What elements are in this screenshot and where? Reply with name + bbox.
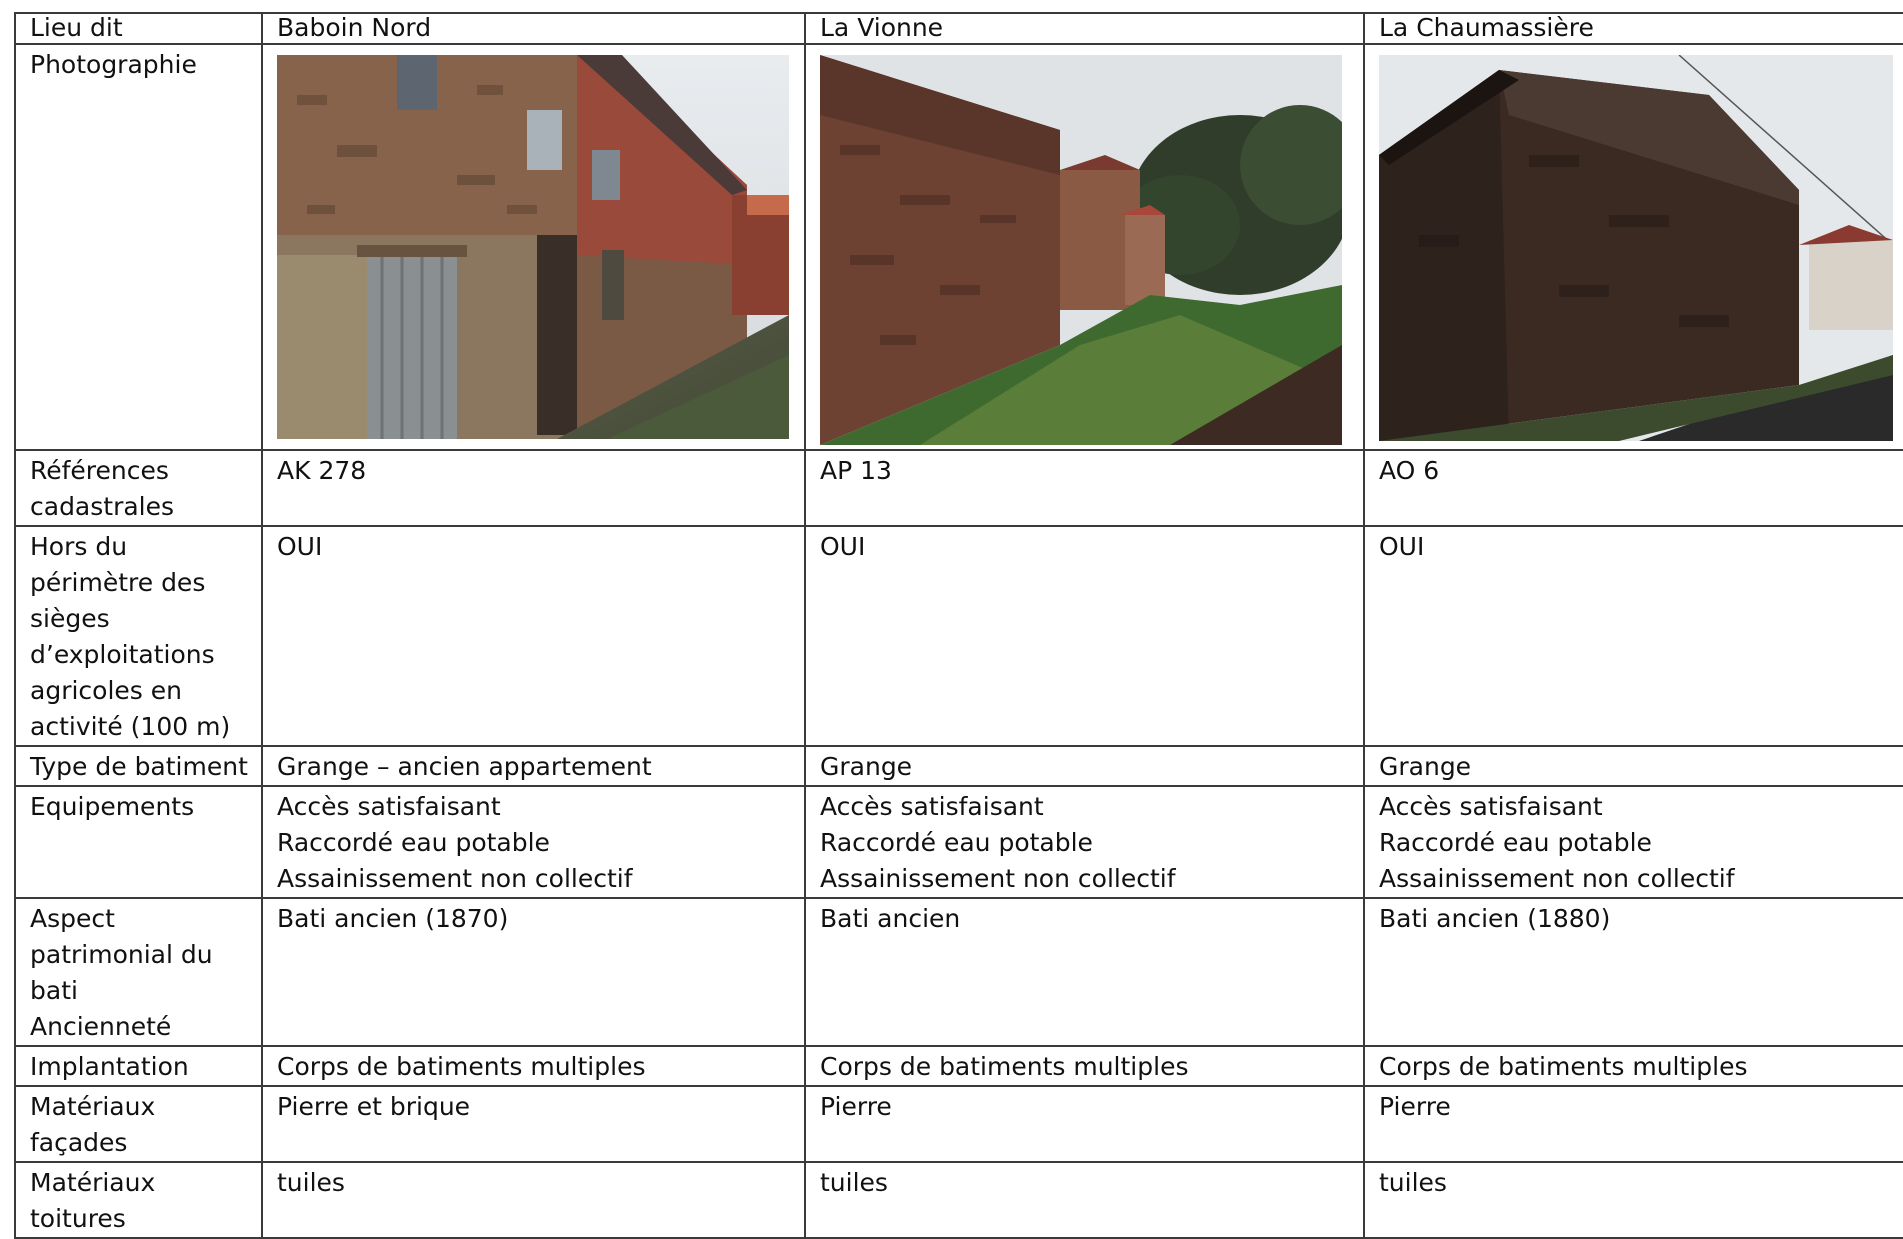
cell-type-batiment-3 <box>1364 746 1903 786</box>
label-materiaux-facades <box>15 1086 262 1162</box>
label-line: cadastrales <box>30 492 175 521</box>
photo-la-vionne <box>820 55 1342 441</box>
row-photographie <box>15 44 1903 450</box>
label-lieu-dit <box>15 13 262 44</box>
value-text: tuiles <box>1379 1168 1447 1197</box>
value-line: Raccordé eau potable <box>820 828 1093 857</box>
value-line: Raccordé eau potable <box>1379 828 1652 857</box>
header-cell-1 <box>262 13 805 44</box>
photo-baboin-nord <box>277 55 789 441</box>
value-text: Pierre <box>1379 1092 1451 1121</box>
cell-aspect-3 <box>1364 898 1903 1046</box>
photo-cell-3 <box>1364 44 1903 450</box>
cell-materiaux-facades-2 <box>805 1086 1364 1162</box>
value-line: Accès satisfaisant <box>277 792 501 821</box>
value-text: Bati ancien (1870) <box>277 904 509 933</box>
column-header-3: La Chaumassière <box>1379 13 1594 42</box>
value-text: tuiles <box>820 1168 888 1197</box>
value-text: Grange <box>1379 752 1472 781</box>
header-cell-2 <box>805 13 1364 44</box>
label-references <box>15 450 262 526</box>
label-line: Matériaux <box>30 1092 156 1121</box>
row-implantation <box>15 1046 1903 1086</box>
label-line: activité (100 m) <box>30 712 231 741</box>
property-table <box>14 12 1903 1239</box>
label-aspect <box>15 898 262 1046</box>
value-text: Pierre <box>820 1092 892 1121</box>
label-photographie <box>15 44 262 450</box>
row-references <box>15 450 1903 526</box>
label-equipements <box>15 786 262 898</box>
label-line: Aspect <box>30 904 115 933</box>
cell-references-2 <box>805 450 1364 526</box>
value-text: tuiles <box>277 1168 345 1197</box>
cell-materiaux-toitures-2 <box>805 1162 1364 1238</box>
value-text: Grange <box>820 752 913 781</box>
label-line: agricoles en <box>30 676 182 705</box>
value-text: AO 6 <box>1379 456 1440 485</box>
label-line: Matériaux <box>30 1168 156 1197</box>
photo-wrap-3 <box>1379 45 1903 443</box>
label-line: d’exploitations <box>30 640 215 669</box>
value-text: AP 13 <box>820 456 892 485</box>
cell-references-1 <box>262 450 805 526</box>
label-text: Type de batiment <box>30 752 248 781</box>
row-type-batiment <box>15 746 1903 786</box>
cell-equipements-3 <box>1364 786 1903 898</box>
row-hors-perimetre <box>15 526 1903 746</box>
value-line: Assainissement non collectif <box>277 864 633 893</box>
label-text: Implantation <box>30 1052 189 1081</box>
column-header-1: Baboin Nord <box>277 13 432 42</box>
value-line: Accès satisfaisant <box>820 792 1044 821</box>
value-text: Pierre et brique <box>277 1092 471 1121</box>
cell-type-batiment-1 <box>262 746 805 786</box>
cell-implantation-1 <box>262 1046 805 1086</box>
label-text: Lieu dit <box>30 13 123 42</box>
value-text: AK 278 <box>277 456 367 485</box>
value-line: Assainissement non collectif <box>1379 864 1735 893</box>
row-aspect <box>15 898 1903 1046</box>
column-header-2: La Vionne <box>820 13 944 42</box>
value-text: OUI <box>1379 532 1425 561</box>
cell-materiaux-facades-3 <box>1364 1086 1903 1162</box>
value-text: OUI <box>277 532 323 561</box>
label-hors-perimetre <box>15 526 262 746</box>
cell-equipements-2 <box>805 786 1364 898</box>
label-implantation <box>15 1046 262 1086</box>
cell-equipements-1 <box>262 786 805 898</box>
cell-materiaux-toitures-3 <box>1364 1162 1903 1238</box>
cell-hors-perimetre-1 <box>262 526 805 746</box>
cell-materiaux-facades-1 <box>262 1086 805 1162</box>
value-text: Corps de batiments multiples <box>820 1052 1189 1081</box>
cell-hors-perimetre-3 <box>1364 526 1903 746</box>
label-type-batiment <box>15 746 262 786</box>
label-line: périmètre des <box>30 568 206 597</box>
label-line: patrimonial du <box>30 940 213 969</box>
label-line: Références <box>30 456 169 485</box>
label-materiaux-toitures <box>15 1162 262 1238</box>
label-line: sièges <box>30 604 110 633</box>
cell-hors-perimetre-2 <box>805 526 1364 746</box>
photo-wrap-2 <box>820 45 1363 443</box>
row-lieu-dit <box>15 13 1903 44</box>
value-text: Bati ancien <box>820 904 961 933</box>
value-line: Accès satisfaisant <box>1379 792 1603 821</box>
cell-implantation-2 <box>805 1046 1364 1086</box>
cell-references-3 <box>1364 450 1903 526</box>
cell-aspect-2 <box>805 898 1364 1046</box>
photo-cell-1 <box>262 44 805 450</box>
cell-type-batiment-2 <box>805 746 1364 786</box>
row-materiaux-facades <box>15 1086 1903 1162</box>
photo-wrap-1 <box>277 45 804 443</box>
header-cell-3 <box>1364 13 1903 44</box>
value-line: Assainissement non collectif <box>820 864 1176 893</box>
row-materiaux-toitures <box>15 1162 1903 1238</box>
value-text: OUI <box>820 532 866 561</box>
value-text: Bati ancien (1880) <box>1379 904 1611 933</box>
label-line: Hors du <box>30 532 128 561</box>
value-text: Corps de batiments multiples <box>277 1052 646 1081</box>
label-line: toitures <box>30 1204 126 1233</box>
cell-implantation-3 <box>1364 1046 1903 1086</box>
label-line: Ancienneté <box>30 1012 172 1041</box>
label-line: façades <box>30 1128 128 1157</box>
label-text: Equipements <box>30 792 195 821</box>
value-text: Corps de batiments multiples <box>1379 1052 1748 1081</box>
photo-la-chaumassiere <box>1379 55 1893 441</box>
cell-aspect-1 <box>262 898 805 1046</box>
row-equipements <box>15 786 1903 898</box>
value-text: Grange – ancien appartement <box>277 752 652 781</box>
cell-materiaux-toitures-1 <box>262 1162 805 1238</box>
value-line: Raccordé eau potable <box>277 828 550 857</box>
label-text: Photographie <box>30 50 197 79</box>
label-line: bati <box>30 976 78 1005</box>
photo-cell-2 <box>805 44 1364 450</box>
